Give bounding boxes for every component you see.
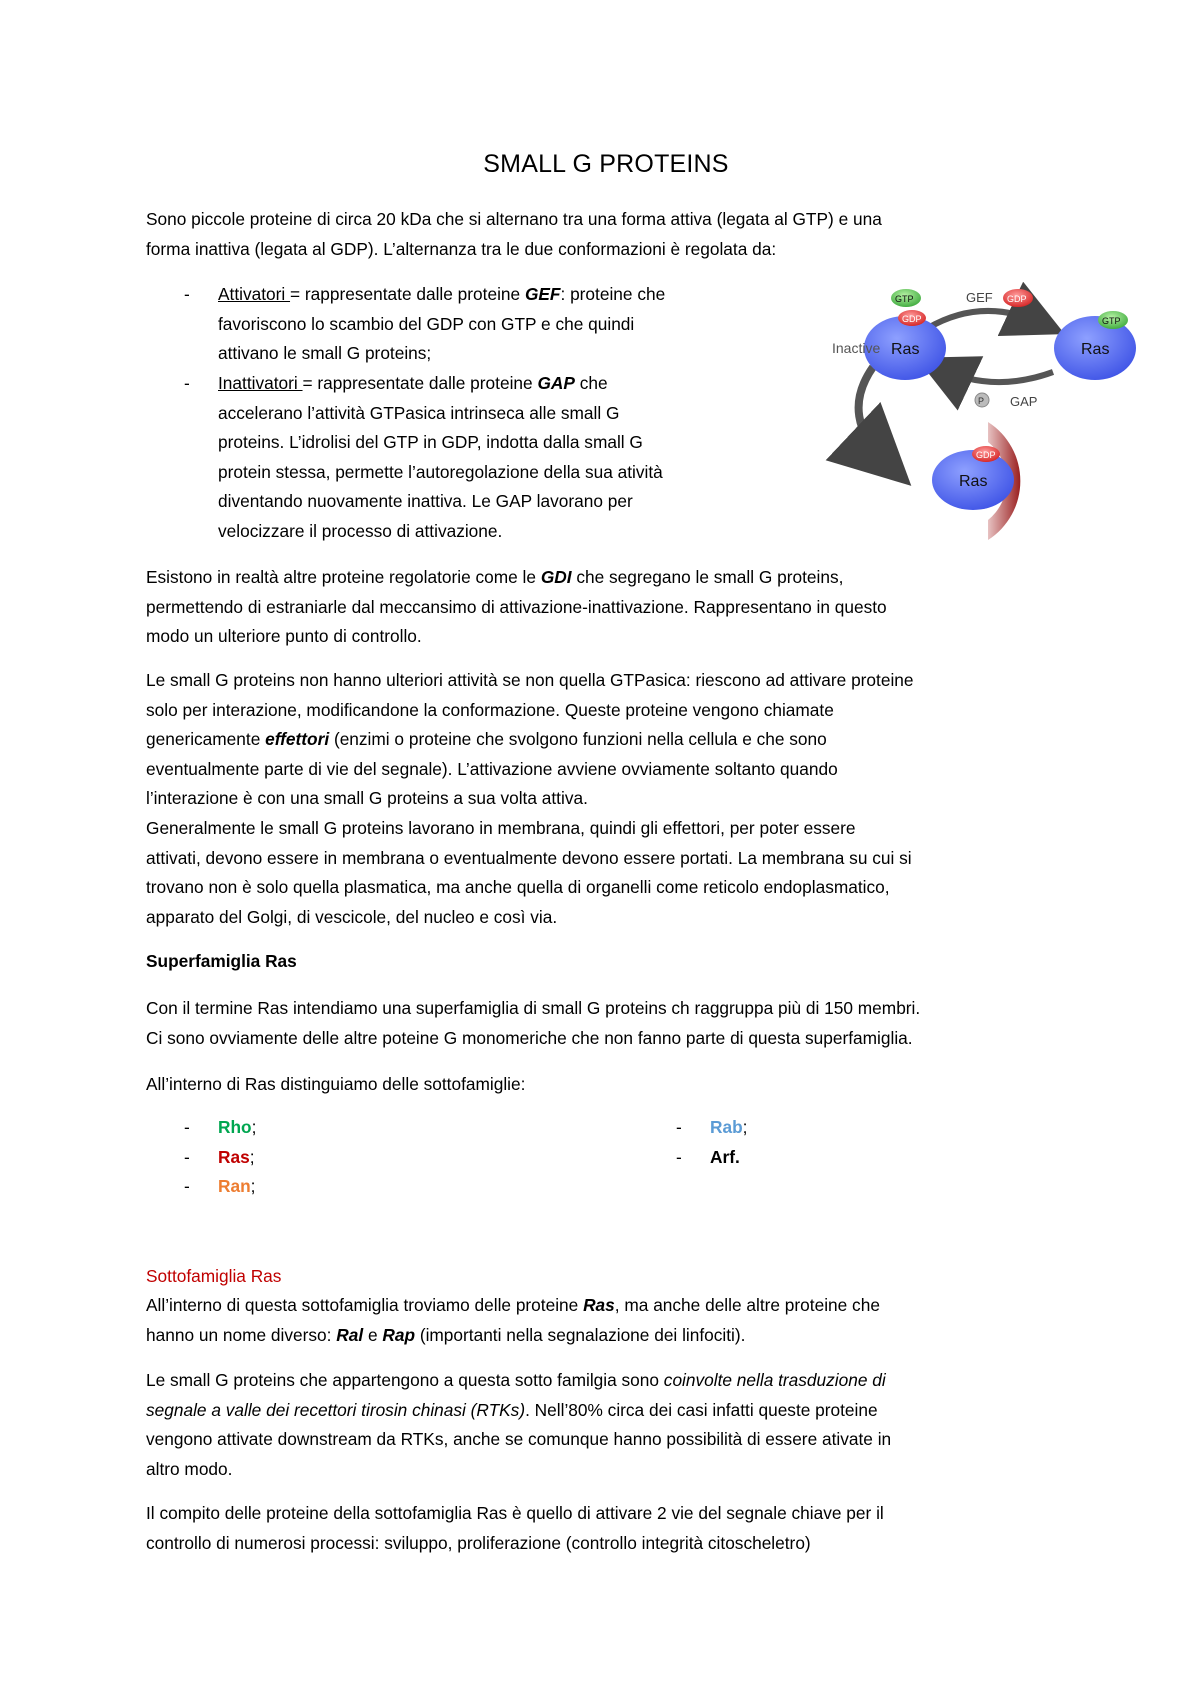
text-run: . Nell’80% circa dei casi infatti queste proteine	[525, 1399, 878, 1420]
intro-line: Sono piccole proteine di circa 20 kDa che si alternano tra una forma attiva (legata al GTP) e una	[146, 209, 882, 229]
text-run: Le small G proteins che appartengono a questa sotto familgia sono	[146, 1370, 664, 1390]
text-run: : proteine che	[560, 284, 666, 304]
ras-label: Ras	[959, 473, 988, 490]
gdi-label: GDI	[1036, 472, 1063, 489]
bullet-line: velocizzare il processo di attivazione.	[218, 521, 503, 541]
gef-term: GEF	[524, 284, 561, 304]
bullet-dash: -	[184, 1176, 190, 1197]
superfamily-paragraph	[146, 994, 1066, 1053]
gdp-label: GDP	[976, 450, 996, 460]
page-title: SMALL G PROTEINS	[483, 150, 729, 178]
separator: ;	[249, 1146, 255, 1167]
gdi-arrow	[859, 367, 888, 464]
text-line	[146, 1396, 1066, 1426]
text-line: Le small G proteins non hanno ulteriori attività se non quella GTPasica: riescono ad attivare proteine	[146, 670, 914, 690]
g-protein-cycle-diagram	[778, 282, 1200, 544]
text-line: Il compito delle proteine della sottofamiglia Ras è quello di attivare 2 vie del segnale chiave per il	[146, 1503, 884, 1523]
text-line	[146, 1366, 1066, 1396]
text-run: genericamente	[146, 729, 266, 750]
gdi-paragraph	[146, 563, 1066, 652]
bullet-line: favoriscono lo scambio del GDP con GTP e che quindi	[218, 313, 635, 334]
gdp-label: GDP	[1007, 294, 1027, 304]
text-run: = rappresentate dalle proteine	[290, 284, 525, 304]
bullet-dash: -	[184, 1117, 190, 1137]
bullet-line	[218, 369, 608, 399]
bullet-dash: -	[184, 284, 190, 304]
text-line: l’interazione è con una small G proteins a sua volta attiva.	[146, 788, 588, 809]
subfamily-heading: Sottofamiglia Ras	[146, 1266, 282, 1286]
gef-label: GEF	[966, 290, 993, 305]
text-line: trovano non è solo quella plasmatica, ma anche quella di organelli come reticolo endoplasmatico,	[146, 877, 890, 898]
text-run: (importanti nella segnalazione dei linfociti).	[415, 1324, 746, 1345]
bullet-dash: -	[676, 1146, 682, 1167]
intro-line: forma inattiva (legata al GDP). L’alternanza tra le due conformazioni è regolata da:	[146, 238, 777, 259]
inactive-label: Inactive	[832, 340, 881, 356]
bullet-line: protein stessa, permette l’autoregolazione della sua atività	[218, 461, 663, 482]
ras-term: Ras	[583, 1295, 615, 1315]
italic-run: coinvolte nella trasduzione di	[663, 1370, 886, 1390]
effectors-paragraph	[146, 666, 1066, 932]
list-item	[218, 1143, 255, 1173]
text-line: solo per interazione, modificandone la conformazione. Queste proteine vengono chiamate	[146, 699, 834, 720]
rho-label: Rho	[218, 1117, 252, 1137]
gdi-term: GDI	[540, 567, 572, 587]
ran-label: Ran	[218, 1176, 251, 1197]
rap-term: Rap	[382, 1324, 416, 1345]
ras-label: Ras	[218, 1146, 250, 1167]
text-run: e	[363, 1324, 383, 1345]
phosphate-label: P	[978, 396, 985, 406]
separator: ;	[742, 1117, 748, 1137]
text-run: (enzimi o proteine che svolgono funzioni nella cellula e che sono	[329, 729, 827, 750]
gap-arrow	[938, 368, 1053, 382]
arf-label: Arf.	[710, 1146, 740, 1167]
bullet-dash: -	[184, 1146, 190, 1167]
text-line: apparato del Golgi, di vescicole, del nucleo e così via.	[146, 906, 558, 927]
text-run: , ma anche delle altre proteine che	[614, 1295, 880, 1315]
text-line	[146, 563, 1066, 593]
bullet-line: proteins. L’idrolisi del GTP in GDP, indotta dalla small G	[218, 432, 643, 453]
text-line: permettendo di estraniarle dal meccansimo di attivazione-inattivazione. Rappresentano in questo	[146, 596, 887, 617]
bullet-dash: -	[676, 1117, 682, 1137]
subfamily-paragraph-1	[146, 1291, 1066, 1350]
gap-label: GAP	[1010, 394, 1038, 409]
text-line: modo un ulteriore punto di controllo.	[146, 626, 422, 647]
bullet-line: attivano le small G proteins;	[218, 343, 432, 364]
intro-paragraph	[146, 205, 1066, 264]
text-line: vengono attivate downstream da RTKs, anche se comunque hanno possibilità di essere ativate in	[146, 1429, 892, 1450]
bullet-line	[218, 280, 665, 310]
list-item	[710, 1113, 747, 1143]
text-line: eventualmente parte di vie del segnale). L’attivazione avviene ovviamente soltanto quando	[146, 758, 838, 779]
list-item-activators	[146, 280, 746, 370]
bullet-dash: -	[184, 373, 190, 393]
gtp-label: GTP	[895, 294, 914, 304]
effettori-term: effettori	[265, 729, 330, 750]
text-line: controllo di numerosi processi: sviluppo, proliferazione (controllo integrità citoscheletro)	[146, 1532, 811, 1553]
subfamilies-list	[146, 1113, 1066, 1203]
ral-term: Ral	[336, 1324, 364, 1345]
gef-arrow	[928, 311, 1043, 328]
superfamily-heading: Superfamiglia Ras	[146, 951, 297, 971]
text-line: altro modo.	[146, 1458, 233, 1479]
gap-term: GAP	[537, 373, 575, 393]
text-line: Con il termine Ras intendiamo una superfamiglia di small G proteins ch raggruppa più di 150 membri.	[146, 998, 921, 1018]
text-run: che segregano le small G proteins,	[571, 567, 844, 587]
bullet-line: diventando nuovamente inattiva. Le GAP lavorano per	[218, 491, 633, 512]
separator: ;	[250, 1176, 256, 1197]
inactivators-label: Inattivatori	[218, 373, 303, 393]
list-item	[218, 1172, 255, 1202]
ras-label: Ras	[1081, 341, 1110, 358]
subfamily-paragraph-3	[146, 1499, 1066, 1558]
text-run: All’interno di questa sottofamiglia troviamo delle proteine	[146, 1295, 584, 1315]
bullet-line: accelerano l’attività GTPasica intrinseca alle small G	[218, 402, 620, 423]
text-line: Ci sono ovviamente delle altre poteine G monomeriche che non fanno parte di questa superfamiglia.	[146, 1027, 913, 1048]
text-run: hanno un nome diverso:	[146, 1324, 337, 1345]
text-line: attivati, devono essere in membrana o eventualmente devono essere portati. La membrana su cui si	[146, 847, 912, 868]
ras-label: Ras	[891, 341, 920, 358]
activators-label: Attivatori	[218, 284, 291, 304]
rab-label: Rab	[710, 1117, 743, 1137]
list-item	[218, 1113, 256, 1143]
gdp-label: GDP	[902, 314, 922, 324]
text-run: = rappresentate dalle proteine	[302, 373, 538, 393]
text-line	[146, 1321, 1066, 1351]
text-run: che	[574, 373, 608, 393]
text-run: Esistono in realtà altre proteine regolatorie come le	[146, 567, 541, 587]
gtp-label: GTP	[1102, 316, 1121, 326]
subfamily-paragraph-2	[146, 1366, 1066, 1484]
text-line	[146, 725, 1066, 755]
list-item	[710, 1143, 740, 1173]
italic-run: segnale a valle dei recettori tirosin chinasi (RTKs)	[146, 1399, 526, 1420]
subfamilies-intro: All’interno di Ras distinguiamo delle sottofamiglie:	[146, 1074, 526, 1094]
list-item-inactivators	[146, 369, 746, 549]
separator: ;	[251, 1117, 257, 1137]
text-line: Generalmente le small G proteins lavorano in membrana, quindi gli effettori, per poter essere	[146, 817, 856, 838]
text-line	[146, 1291, 1066, 1321]
